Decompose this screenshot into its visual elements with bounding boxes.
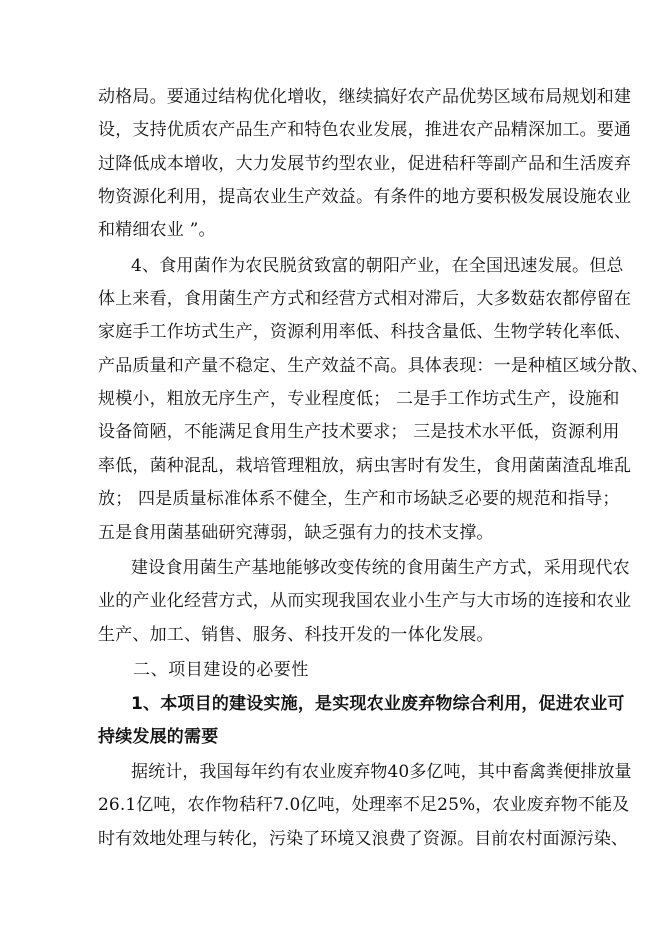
paragraph-line: 产品质量和产量不稳定、生产效益不高。具体表现：一是种植区域分散、 (98, 356, 649, 376)
subheading-line: 1、本项目的建设实施，是实现农业废弃物综合利用，促进农业可 (131, 694, 625, 714)
paragraph-line: 和精细农业 ”。 (98, 220, 216, 240)
subheading-line: 持续发展的需要 (98, 727, 219, 747)
paragraph-line: 规模小，粗放无序生产，专业程度低； 二是手工作坊式生产，设施和 (98, 389, 620, 409)
paragraph-line: 建设食用菌生产基地能够改变传统的食用菌生产方式，采用现代农 (131, 558, 630, 578)
paragraph-line: 过降低成本增收，大力发展节约型农业，促进秸秆等副产品和生活废弃 (98, 154, 632, 174)
paragraph-line: 设，支持优质农产品生产和特色农业发展，推进农产品精深加工。要通 (98, 120, 632, 140)
section-heading: 二、项目建设的必要性 (133, 660, 309, 680)
paragraph-line: 时有效地处理与转化，污染了环境又浪费了资源。目前农村面源污染、 (98, 829, 629, 849)
paragraph-line: 设备简陋，不能满足食用生产技术要求； 三是技术水平低，资源利用 (98, 422, 620, 442)
paragraph-line: 放； 四是质量标准体系不健全，生产和市场缺乏必要的规范和指导； (98, 489, 620, 509)
paragraph-line: 业的产业化经营方式，从而实现我国农业小生产与大市场的连接和农业 (98, 591, 632, 611)
paragraph-line: 五是食用菌基础研究薄弱，缺乏强有力的技术支撑。 (98, 523, 494, 543)
paragraph-line: 4、食用菌作为农民脱贫致富的朝阳产业，在全国迅速发展。但总 (131, 256, 624, 276)
paragraph-line: 物资源化利用，提高农业生产效益。有条件的地方要积极发展设施农业 (98, 187, 632, 207)
paragraph-line: 生产、加工、销售、服务、科技开发的一体化发展。 (98, 625, 494, 645)
paragraph-line: 体上来看，食用菌生产方式和经营方式相对滞后，大多数菇农都停留在 (98, 289, 632, 309)
paragraph-line: 26.1亿吨，农作物秸秆7.0亿吨，处理率不足25%，农业废弃物不能及 (98, 795, 630, 815)
paragraph-line: 据统计，我国每年约有农业废弃物40多亿吨，其中畜禽粪便排放量 (131, 762, 632, 782)
paragraph-line: 家庭手工作坊式生产，资源利用率低、科技含量低、生物学转化率低、 (98, 322, 632, 342)
paragraph-line: 动格局。要通过结构优化增收，继续搞好农产品优势区域布局规划和建 (98, 87, 632, 107)
paragraph-line: 率低，菌种混乱，栽培管理粗放，病虫害时有发生，食用菌菌渣乱堆乱 (98, 456, 632, 476)
